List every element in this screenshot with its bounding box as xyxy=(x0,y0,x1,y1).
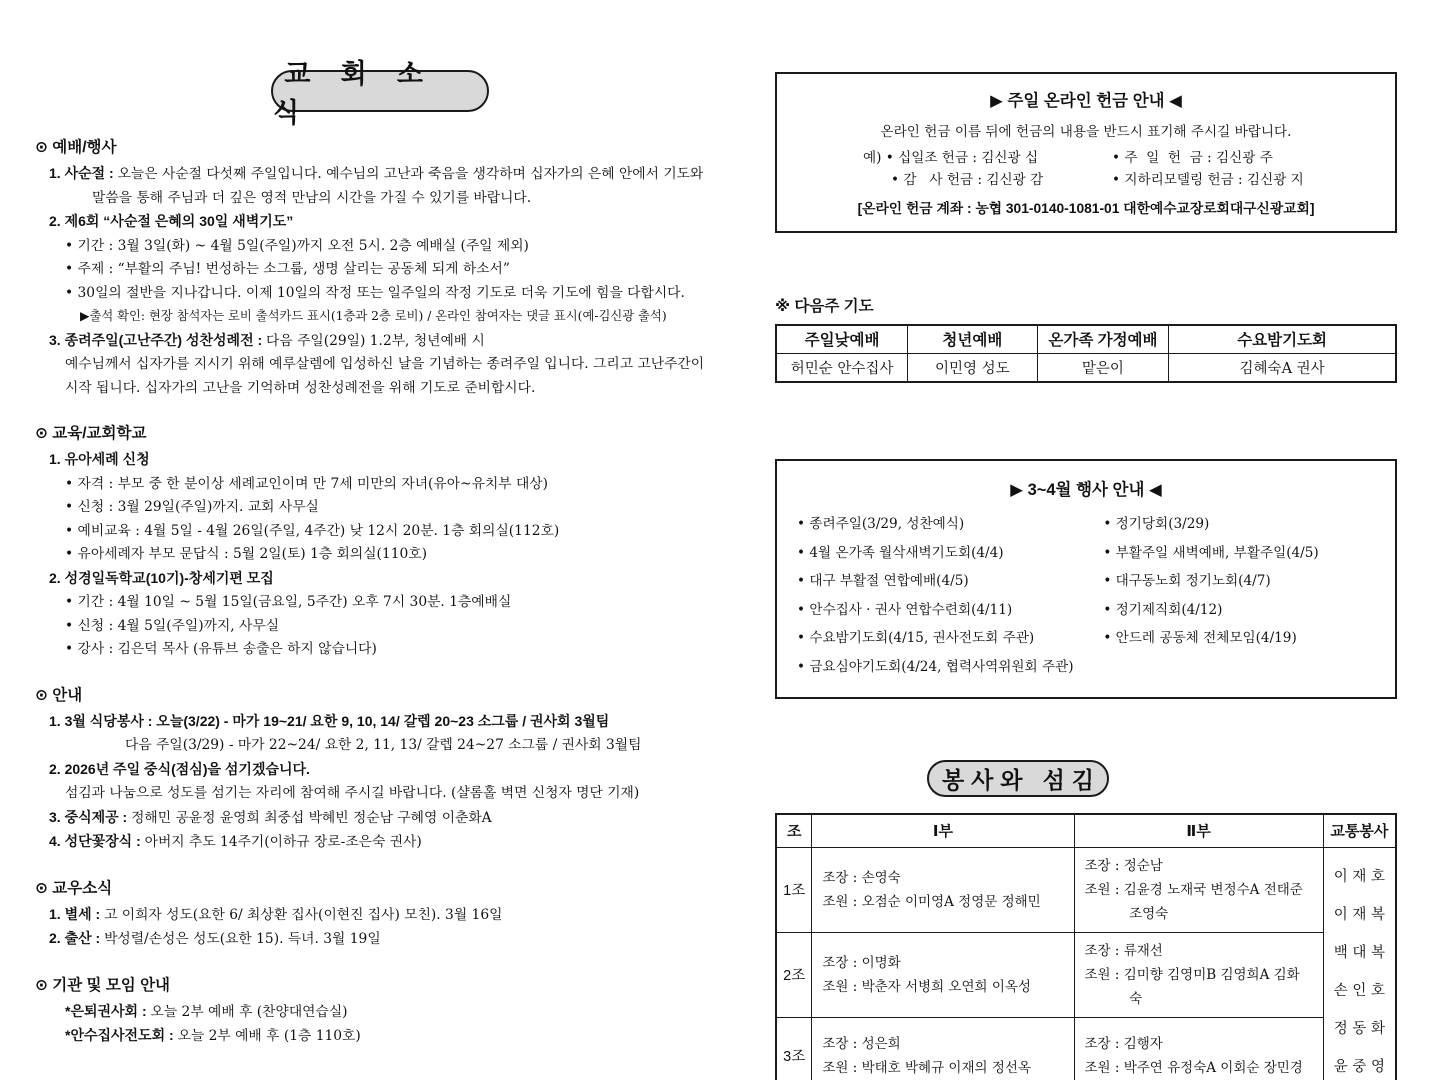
events-box xyxy=(775,459,1397,699)
church-news-title-badge xyxy=(271,59,489,128)
team-leader: 조장 : 손영숙 xyxy=(822,869,901,886)
offering-box-title: ▶ 주일 온라인 헌금 안내 ◀ xyxy=(990,92,1182,110)
item-text: • 기간 : 3월 3일(화) ~ 4월 5일(주일)까지 오전 5시. 2층 예배실 (주일 제외) xyxy=(65,237,529,254)
section-notice xyxy=(35,683,725,855)
prayer-person: 이민영 성도 xyxy=(908,353,1038,382)
service-row xyxy=(776,932,1396,1017)
event-item: • 안수집사 · 권사 연합수련회(4/11) xyxy=(797,601,1013,618)
item-text: 섬김과 나눔으로 성도를 섬기는 자리에 참여해 주시길 바랍니다. (샬롬홀 벽면 신청자 명단 기재) xyxy=(65,785,640,801)
offering-example: • 주 일 헌 금 : 김신광 주 xyxy=(1112,150,1273,166)
part2-cell xyxy=(1074,932,1323,1017)
item-text: • 신청 : 4월 5일(주일)까지, 사무실 xyxy=(65,617,280,634)
text-line xyxy=(35,473,725,497)
team-leader: 조장 : 김행자 xyxy=(1084,1035,1163,1052)
traffic-person: 손인호 xyxy=(1333,983,1390,1000)
events-box-title: ▶ 3~4월 행사 안내 ◀ xyxy=(1010,481,1162,499)
traffic-person: 백대복 xyxy=(1333,945,1390,962)
item-text: • 신청 : 3월 29일(주일)까지. 교회 사무실 xyxy=(65,499,319,515)
traffic-person: 이재호 xyxy=(1333,869,1390,886)
section-heading: ⊙ 기관 및 모임 안내 xyxy=(35,976,171,994)
item-text: 예수님께서 십자가를 지시기 위해 예루살렘에 입성하신 날을 기념하는 종려주일 입니다. 그리고 고난주간이 xyxy=(65,356,705,372)
part2-cell xyxy=(1074,847,1323,932)
team-members: 조원 : 박춘자 서병희 오연희 이옥성 xyxy=(822,978,1031,995)
item-text: • 유아세례자 부모 문답식 : 5월 2일(토) 1층 회의실(110호) xyxy=(65,546,427,562)
item-text: 고 이희자 성도(요한 6/ 최상환 집사(이현진 집사) 모친). 3월 16일 xyxy=(104,906,503,923)
offering-box-intro: 온라인 헌금 이름 뒤에 헌금의 내용을 반드시 표기해 주시길 바랍니다. xyxy=(880,124,1292,140)
next-week-prayer-table xyxy=(775,324,1397,383)
text-line xyxy=(35,710,725,735)
text-line xyxy=(35,903,725,928)
right-column xyxy=(775,72,1397,1080)
event-item: • 정기제직회(4/12) xyxy=(1103,601,1223,618)
offering-example-row xyxy=(785,169,1387,191)
text-line xyxy=(35,567,725,592)
part1-cell xyxy=(812,847,1074,932)
item-text: • 예비교육 : 4월 5일 - 4월 26일(주일, 4주간) 낮 12시 20분. 1층 회의실(112호) xyxy=(65,522,560,539)
item-label: 1. 별세 : xyxy=(49,905,105,922)
traffic-service-cell xyxy=(1323,847,1396,1080)
item-label: 2. 성경일독학교(10기)-창세기편 모집 xyxy=(49,569,274,586)
item-text: 박성렬/손성은 성도(요한 15). 득녀. 3월 19일 xyxy=(104,931,381,947)
event-item: • 금요심야기도회(4/24, 협력사역위원회 주관) xyxy=(797,658,1074,675)
traffic-service-names xyxy=(1324,857,1395,1080)
section-heading: ⊙ 안내 xyxy=(35,686,83,704)
service-title-badge xyxy=(927,760,1109,797)
item-text: • 주제 : “부활의 주님! 번성하는 소그룹, 생명 살리는 공동체 되게 하소서” xyxy=(65,261,510,277)
service-table xyxy=(775,813,1397,1080)
text-line xyxy=(35,162,725,187)
offering-example: • 지하리모델링 헌금 : 김신광 지 xyxy=(1112,172,1304,188)
team-leader: 조장 : 이명화 xyxy=(822,954,901,971)
traffic-person: 정동화 xyxy=(1333,1021,1390,1038)
event-item: • 부활주일 새벽예배, 부활주일(4/5) xyxy=(1103,544,1319,561)
text-line xyxy=(35,806,725,831)
service-row xyxy=(776,1017,1396,1080)
events-column-right xyxy=(1103,510,1375,681)
item-label: 1. 사순절 : xyxy=(49,165,118,181)
item-label: 2. 제6회 “사순절 은혜의 30일 새벽기도” xyxy=(49,213,294,229)
text-line xyxy=(35,210,725,235)
text-line xyxy=(35,615,725,639)
item-text: • 강사 : 김은덕 목사 (유튜브 송출은 하지 않습니다) xyxy=(65,641,377,657)
prayer-col-header: 온가족 가정예배 xyxy=(1037,325,1169,353)
online-offering-box xyxy=(775,72,1397,233)
text-line xyxy=(35,448,725,473)
service-col-header: 교통봉사 xyxy=(1323,814,1396,847)
event-item: • 수요밤기도회(4/15, 권사전도회 주관) xyxy=(797,630,1035,646)
section-heading: ⊙ 교육/교회학교 xyxy=(35,425,147,442)
service-col-header: 조 xyxy=(776,814,812,847)
text-line xyxy=(35,543,725,567)
item-label: 1. 3월 식당봉사 : 오늘(3/22) - 마가 19~21/ 요한 9, 10, 14/ 갈렙 20~23 소그룹 / 권사회 3월팀 xyxy=(49,712,610,729)
text-line xyxy=(35,638,725,662)
section-worship-events xyxy=(35,135,725,400)
text-line xyxy=(35,187,725,211)
left-column xyxy=(35,59,725,1049)
item-label: *안수집사전도회 : xyxy=(65,1027,178,1043)
team-number: 2조 xyxy=(776,932,812,1017)
text-line xyxy=(35,235,725,259)
text-line xyxy=(35,734,725,758)
church-news-title: 교 회 소 식 xyxy=(273,59,435,128)
item-text: 오늘 2부 예배 후 (1층 110호) xyxy=(177,1028,361,1044)
item-label: 1. 유아세례 신청 xyxy=(49,451,150,467)
team-leader: 조장 : 정순남 xyxy=(1084,857,1163,874)
traffic-person: 이재복 xyxy=(1333,907,1390,924)
item-text: 아버지 추도 14주기(이하규 장로-조은숙 권사) xyxy=(144,834,422,850)
item-text: 말씀을 통해 주님과 더 깊은 영적 만남의 시간을 가질 수 있기를 바랍니다. xyxy=(92,189,532,206)
offering-example: 예) • 십일조 헌금 : 김신광 십 xyxy=(863,150,1039,166)
prayer-person: 맡은이 xyxy=(1037,353,1169,382)
section-education xyxy=(35,421,725,662)
item-text: • 30일의 절반을 지나갑니다. 이제 10일의 작정 또는 일주일의 작정 기도로 더욱 기도에 힘을 다합시다. xyxy=(65,284,685,301)
text-line xyxy=(35,282,725,306)
offering-example: • 감 사 헌금 : 김신광 감 xyxy=(891,172,1044,188)
item-text: ▶출석 확인: 현장 참석자는 로비 출석카드 표시(1층과 2층 로비) / 온라인 참여자는 댓글 표시(예-김신광 출석) xyxy=(80,309,667,323)
part1-cell xyxy=(812,1017,1074,1080)
service-row xyxy=(776,847,1396,932)
team-number: 3조 xyxy=(776,1017,812,1080)
next-week-prayer-label: ※ 다음주 기도 xyxy=(775,298,874,315)
event-item: • 종려주일(3/29, 성찬예식) xyxy=(797,516,965,532)
text-line xyxy=(35,927,725,952)
section-heading: ⊙ 교우소식 xyxy=(35,879,113,897)
team-number: 1조 xyxy=(776,847,812,932)
prayer-col-header: 수요밤기도회 xyxy=(1169,325,1396,353)
team-members: 조원 : 오점순 이미영A 정영문 정해민 xyxy=(822,893,1041,910)
section-member-news xyxy=(35,876,725,952)
team-members: 조원 : 김미향 김영미B 김영희A 김화숙 xyxy=(1084,966,1300,1007)
section-organizations xyxy=(35,973,725,1049)
item-text: 다음 주일(29일) 1.2부, 청년예배 시 xyxy=(266,332,485,349)
team-members: 조원 : 박주연 유정숙A 이회순 장민경 xyxy=(1084,1059,1303,1076)
prayer-col-header: 주일낮예배 xyxy=(776,325,908,353)
service-title: 봉사와 섬김 xyxy=(942,767,1101,793)
event-item: • 대구 부활절 연합예배(4/5) xyxy=(797,573,969,589)
text-line xyxy=(35,520,725,544)
item-text: • 자격 : 부모 중 한 분이상 세례교인이며 만 7세 미만의 자녀(유아~유치부 대상) xyxy=(65,475,549,492)
offering-example-row xyxy=(785,147,1387,169)
event-item: • 대구동노회 정기노회(4/7) xyxy=(1103,573,1271,589)
event-item: • 안드레 공동체 전체모임(4/19) xyxy=(1103,630,1297,646)
service-col-header: Ⅰ부 xyxy=(812,814,1074,847)
item-label: 2. 출산 : xyxy=(49,930,105,946)
service-col-header: Ⅱ부 xyxy=(1074,814,1323,847)
team-leader: 조장 : 성은희 xyxy=(822,1035,901,1052)
item-label: 2. 2026년 주일 중식(점심)을 섬기겠습니다. xyxy=(49,760,310,777)
team-members: 조원 : 김윤경 노재국 변정수A 전태준 조영숙 xyxy=(1084,881,1303,922)
events-column-left xyxy=(797,510,1103,681)
text-line xyxy=(35,496,725,520)
text-line xyxy=(35,305,725,329)
traffic-person: 윤중영 xyxy=(1333,1059,1390,1076)
text-line xyxy=(35,329,725,354)
prayer-value-row xyxy=(776,353,1396,382)
item-label: 3. 중식제공 : xyxy=(49,808,132,825)
item-text: 다음 주일(3/29) - 마가 22~24/ 요한 2, 11, 13/ 갈렙 24~27 소그룹 / 권사회 3월팀 xyxy=(125,737,642,753)
team-members: 조원 : 박태호 박혜규 이재의 정선옥 xyxy=(822,1059,1031,1076)
item-text: 오늘 2부 예배 후 (찬양대연습실) xyxy=(150,1003,348,1020)
prayer-header-row xyxy=(776,325,1396,353)
offering-account-number: [온라인 헌금 계좌 : 농협 301-0140-1081-01 대한예수교장로회대구신광교회] xyxy=(857,201,1315,216)
item-text: 시작 됩니다. 십자가의 고난을 기억하며 성찬성례전을 위해 기도로 준비합시다. xyxy=(65,379,536,396)
text-line xyxy=(35,758,725,783)
item-text: • 기간 : 4월 10일 ~ 5월 15일(금요일, 5주간) 오후 7시 30분. 1층예배실 xyxy=(65,594,512,610)
text-line xyxy=(35,591,725,615)
text-line xyxy=(35,377,725,401)
events-columns xyxy=(797,510,1375,681)
item-label: *은퇴권사회 : xyxy=(65,1002,151,1019)
item-text: 정해민 공윤정 윤영희 최중섭 박혜빈 정순남 구혜영 이춘화A xyxy=(131,809,492,826)
event-item: • 정기당회(3/29) xyxy=(1103,516,1210,532)
text-line xyxy=(35,1024,725,1049)
event-item: • 4월 온가족 월삭새벽기도회(4/4) xyxy=(797,544,1004,561)
service-header-row xyxy=(776,814,1396,847)
prayer-col-header: 청년예배 xyxy=(908,325,1038,353)
item-label: 3. 종려주일(고난주간) 성찬성례전 : xyxy=(49,331,267,348)
section-heading: ⊙ 예배/행사 xyxy=(35,139,117,156)
text-line xyxy=(35,1000,725,1025)
part2-cell xyxy=(1074,1017,1323,1080)
prayer-person: 허민순 안수집사 xyxy=(776,353,908,382)
text-line xyxy=(35,258,725,282)
text-line xyxy=(35,353,725,377)
text-line xyxy=(35,782,725,806)
item-text: 오늘은 사순절 다섯째 주일입니다. 예수님의 고난과 죽음을 생각하며 십자가의 은혜 안에서 기도와 xyxy=(117,166,704,182)
part1-cell xyxy=(812,932,1074,1017)
text-line xyxy=(35,830,725,855)
item-label: 4. 성단꽃장식 : xyxy=(49,833,145,849)
prayer-person: 김혜숙A 권사 xyxy=(1169,353,1396,382)
team-leader: 조장 : 류재선 xyxy=(1084,942,1163,959)
